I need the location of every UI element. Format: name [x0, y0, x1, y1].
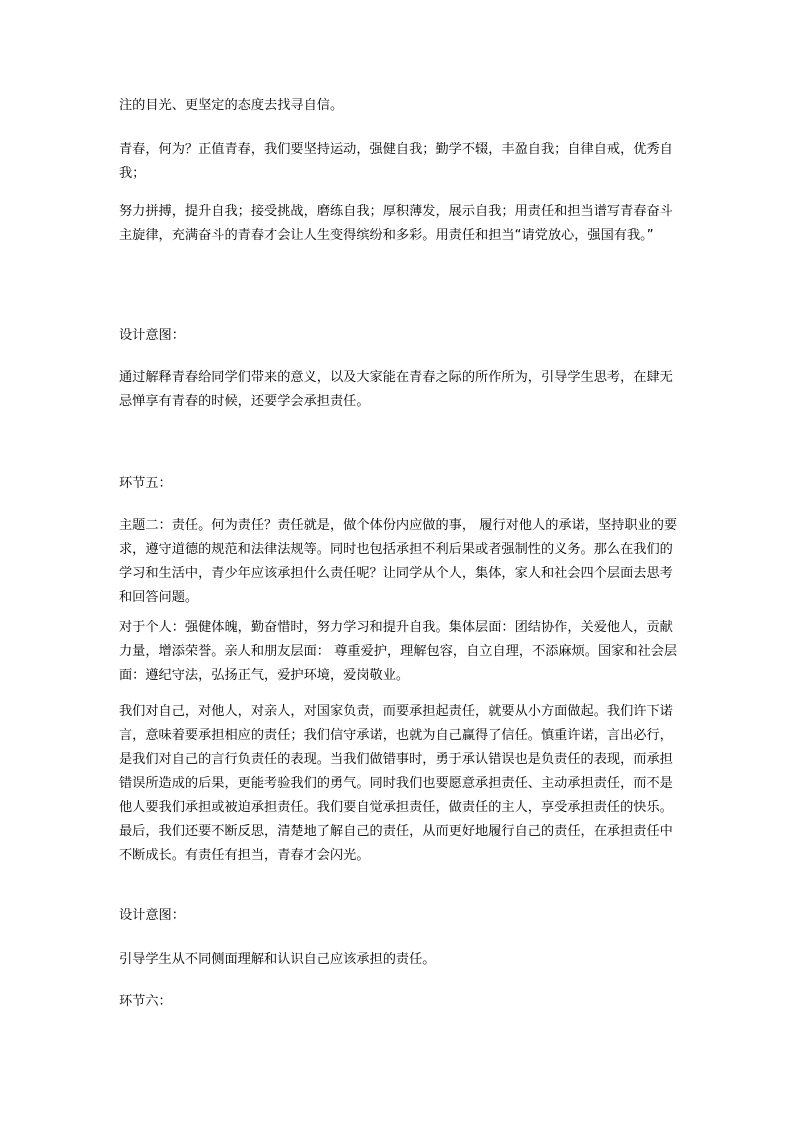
paragraph-3: 努力拼搏，提升自我；接受挑战，磨练自我；厚积薄发，展示自我；用责任和担当谱写青春奋斗主旋律，充满奋斗的青春才会让人生变得缤纷和多彩。用责任和担当“请党放心，强国有我。”	[119, 204, 673, 243]
paragraph-1: 注的目光、更坚定的态度去找寻自信。	[119, 98, 344, 113]
paragraph-topic-two: 主题二：责任。何为责任？责任就是，做个体份内应做的事， 履行对他人的承诺，坚持职业的要求，遵守道德的规范和法律法规等。同时也包括承担不利后果或者强制性的义务。那么在我们的学习和生活中，青少年应该承担什么责任呢？让同学从个人，集体，家人和社会四个层面去思考和回答问题。	[119, 518, 678, 605]
paragraph-2: 青春，何为？正值青春，我们要坚持运动，强健自我；勤学不辍，丰盈自我；自律自戒，优秀自我；	[119, 142, 673, 181]
section-heading-step-five: 环节五：	[119, 476, 172, 491]
section-heading-design-intent-1: 设计意图：	[119, 328, 185, 343]
paragraph-design-intent-2: 引导学生从不同侧面理解和认识自己应该承担的责任。	[119, 952, 436, 967]
paragraph-levels: 对于个人：强健体魄，勤奋惜时，努力学习和提升自我。集体层面：团结协作，关爱他人，贡献力量，增添荣誉。亲人和朋友层面： 尊重爱护，理解包容，自立自理，不添麻烦。国家和社会层面：遵纪守法，弘扬正气，爱护环境，爱岗敬业。	[119, 620, 678, 683]
paragraph-responsibility: 我们对自己，对他人，对亲人，对国家负责，而要承担起责任，就要从小方面做起。我们许下诺言，意味着要承担相应的责任；我们信守承诺，也就为自己赢得了信任。慎重许诺，言出必行，是我们对自己的言行负责任的表现。当我们做错事时，勇于承认错误也是负责任的表现，而承担错误所造成的后果，更能考验我们的勇气。同时我们也要愿意承担责任、主动承担责任，而不是他人要我们承担或被迫承担责任。我们要自觉承担责任，做责任的主人，享受承担责任的快乐。最后，我们还要不断反思，清楚地了解自己的责任，从而更好地履行自己的责任，在承担责任中不断成长。有责任有担当，青春才会闪光。	[119, 704, 673, 863]
paragraph-design-intent-1: 通过解释青春给同学们带来的意义，以及大家能在青春之际的所作所为，引导学生思考，在肆无忌惮享有青春的时候，还要学会承担责任。	[119, 370, 673, 409]
section-heading-design-intent-2: 设计意图：	[119, 908, 185, 923]
section-heading-step-six: 环节六：	[119, 994, 172, 1009]
